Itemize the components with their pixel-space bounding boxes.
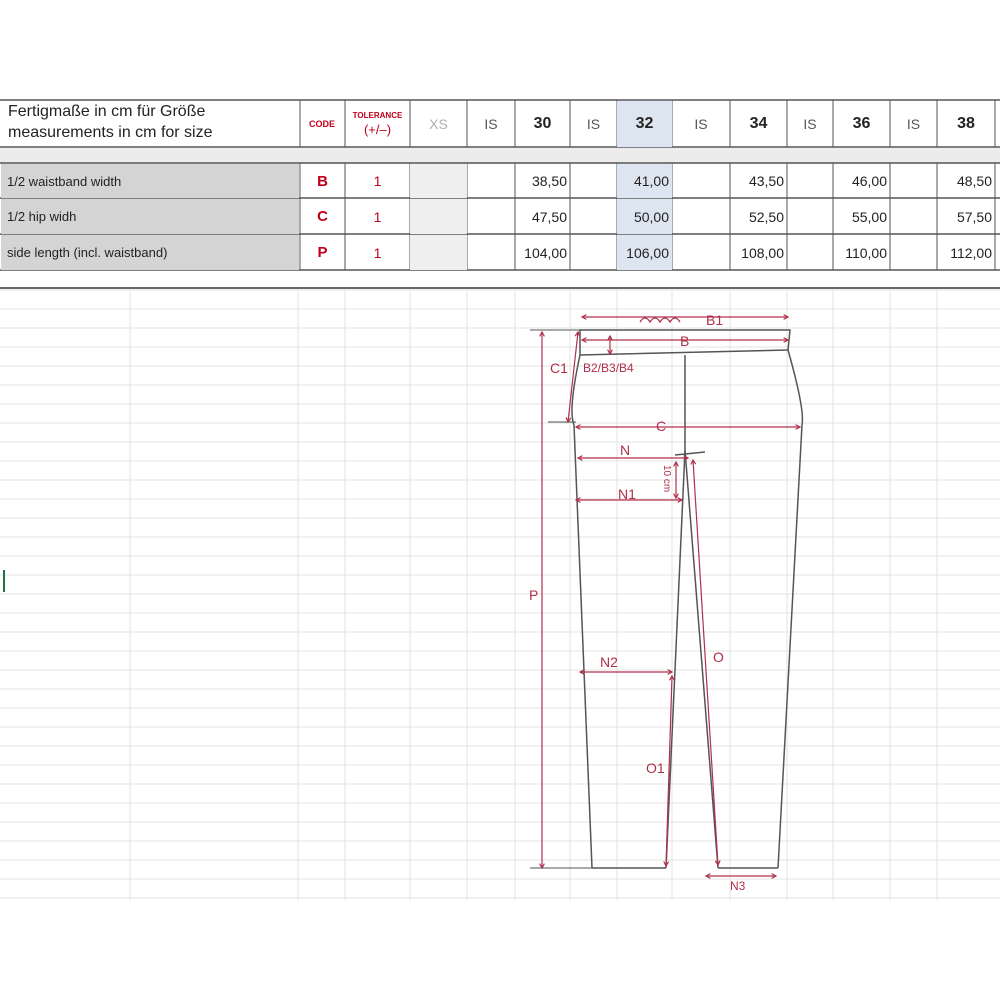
row-value[interactable] — [570, 235, 617, 270]
row-value[interactable]: 38,50 — [531, 173, 567, 189]
row-value[interactable] — [570, 199, 617, 234]
size-header-34-6[interactable]: 34 — [749, 115, 768, 132]
row-value[interactable]: 41,00 — [617, 164, 672, 198]
row-value[interactable]: 108,00 — [741, 244, 784, 261]
row-value[interactable] — [890, 199, 937, 234]
header-title-en: measurements in cm for size — [8, 124, 213, 141]
size-header-is-9[interactable]: IS — [906, 116, 921, 132]
size-header-is-5[interactable]: IS — [694, 116, 708, 132]
trousers-measurement-diagram — [530, 300, 820, 900]
tolerance-header[interactable] — [345, 100, 410, 147]
size-header-30-2[interactable]: 30 — [533, 115, 552, 132]
header-title-cell[interactable] — [8, 101, 298, 143]
row-code[interactable]: P — [317, 244, 328, 261]
label-b234: B2/B3/B4 — [583, 361, 634, 375]
row-value[interactable] — [787, 235, 833, 270]
row-code[interactable]: B — [317, 172, 328, 190]
row-value[interactable] — [467, 199, 515, 234]
row-tolerance[interactable]: 1 — [373, 208, 382, 225]
b1-stretch-mark — [640, 318, 680, 322]
label-o: O — [713, 649, 724, 665]
c1-arrow — [568, 332, 578, 422]
label-c: C — [656, 418, 667, 434]
left-outer-seam — [572, 355, 592, 868]
row-value[interactable] — [890, 235, 937, 270]
label-b1: B1 — [706, 312, 724, 328]
row-label[interactable]: side length (incl. waistband) — [1, 235, 299, 270]
row-value[interactable]: 47,50 — [531, 208, 567, 225]
row-value[interactable]: 106,00 — [617, 235, 672, 270]
row-value[interactable]: 57,50 — [956, 208, 992, 225]
row-label[interactable]: 1/2 waistband width — [1, 164, 299, 198]
row-value[interactable] — [890, 164, 937, 198]
row-tolerance[interactable]: 1 — [373, 244, 382, 261]
row-value[interactable] — [467, 235, 515, 270]
row-value[interactable] — [672, 164, 730, 198]
label-p: P — [529, 587, 539, 603]
label-10cm: 10 cm — [661, 465, 672, 493]
size-header-36-8[interactable]: 36 — [852, 115, 871, 132]
crotch-mark — [675, 452, 705, 455]
row-value[interactable]: 50,00 — [617, 199, 672, 234]
row-value[interactable]: 110,00 — [845, 244, 887, 261]
row-value[interactable]: 43,50 — [748, 173, 784, 189]
row-value[interactable] — [672, 199, 730, 234]
row-value[interactable] — [787, 164, 833, 198]
row-label[interactable]: 1/2 hip widh — [1, 199, 299, 234]
label-o1: O1 — [646, 760, 665, 776]
row-code[interactable]: C — [317, 208, 328, 225]
row-value[interactable] — [410, 199, 467, 234]
header-title-de: Fertigmaße in cm für Größe — [8, 103, 206, 120]
gap-row — [0, 148, 1000, 163]
row-value[interactable] — [467, 164, 515, 198]
label-n3: N3 — [730, 879, 746, 893]
size-header-38-10[interactable]: 38 — [957, 115, 975, 132]
label-n: N — [620, 442, 631, 458]
label-c1: C1 — [550, 360, 568, 376]
row-value[interactable] — [410, 235, 467, 270]
row-value[interactable]: 104,00 — [524, 244, 567, 261]
row-value[interactable]: 52,50 — [748, 208, 784, 225]
size-header-xs-0[interactable]: XS — [429, 116, 448, 132]
row-value[interactable]: 46,00 — [851, 173, 887, 189]
tolerance-label: TOLERANCE — [352, 110, 403, 120]
row-value[interactable]: 48,50 — [956, 173, 992, 189]
row-value[interactable]: 55,00 — [851, 208, 887, 225]
label-b: B — [680, 333, 690, 349]
row-value[interactable] — [570, 164, 617, 198]
row-value[interactable] — [410, 164, 467, 198]
code-header[interactable]: CODE — [308, 118, 335, 129]
tolerance-sub: (+/–) — [363, 121, 392, 137]
size-header-32-4[interactable]: 32 — [617, 101, 672, 147]
row-value[interactable] — [787, 199, 833, 234]
row-value[interactable]: 112,00 — [950, 244, 992, 261]
size-header-is-7[interactable]: IS — [803, 116, 817, 132]
row-tolerance[interactable]: 1 — [373, 173, 382, 189]
row-value[interactable] — [672, 235, 730, 270]
label-n1: N1 — [618, 486, 636, 502]
label-n2: N2 — [600, 654, 618, 670]
size-header-is-1[interactable]: IS — [484, 116, 498, 132]
size-header-is-3[interactable]: IS — [586, 116, 601, 132]
